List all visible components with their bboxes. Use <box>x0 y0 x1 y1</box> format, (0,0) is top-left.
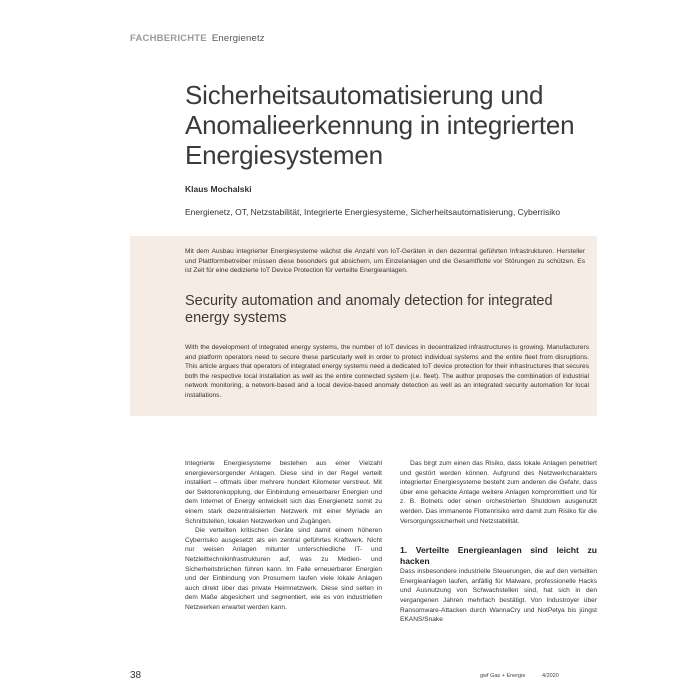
keywords: Energienetz, OT, Netzstabilität, Integrierte Energiesysteme, Sicherheitsautomatisierung, Cyberrisiko <box>185 207 561 217</box>
article-title: Sicherheitsautomatisierung und Anomalieerkennung in integrierten Energiesystemen <box>185 80 575 170</box>
page-number: 38 <box>130 670 142 681</box>
running-header <box>130 33 265 44</box>
body-paragraph: Das birgt zum einen das Risiko, dass lokale Anlagen penetriert und gestört werden können. Aufgrund des Netzwerkcharakters integrierter Energiesysteme besteht zum anderen die Gefahr, dass über eine gehackte Anlage weitere Anlagen kompromittiert und für z. B. Botnets oder einen orchestrierten Shutdown ausgenutzt werden. Das immanente Flottenrisiko wird damit zum Risiko für die Versorgungssicherheit und Netzstabilität. <box>400 460 597 525</box>
subsection-label: Energienetz <box>211 33 265 44</box>
english-title: Security automation and anomaly detection for integrated energy systems <box>185 293 553 326</box>
body-column-right <box>400 459 597 625</box>
body-paragraph: Integrierte Energiesysteme bestehen aus einer Vielzahl energieversorgender Anlagen. Diese sind in der Regel verteilt installiert – oftmals über mehrere hundert Kilometer verstreut. Mit der Sektorenkopplung, der Einbindung erneuerbarer Energien und dem Internet of Energy entwickelt sich das Energienetz somit zu einem stark dezentralisierten Netzwerk mit einer Myriade an Schnittstellen, lokalen Netzwerken und Zugängen. <box>185 460 382 525</box>
author-name: Klaus Mochalski <box>185 184 252 194</box>
body-paragraph: Dass insbesondere industrielle Steuerungen, die auf den verteilten Energieanlagen laufen, anfällig für Malware, professionelle Hacks und Ausnutzung von Schwachstellen sind, hat sich in den vergangenen Jahren mehrfach bestätigt. Von Industroyer über Ransomware-Attacken durch WannaCry und NotPetya bis jüngst EKANS/Snake <box>400 568 597 624</box>
abstract-english: With the development of integrated energy systems, the number of IoT devices in decentralized infrastructures is growing. Manufacturers and platform operators need to secure these particularly well in order to protect individual systems and the entire fleet from disruptions. This article argues that operators of integrated energy systems need a dedicated IoT device protection for their infrastructures that secures both the respective local installation as well as the entire connected system (i.e. fleet). The author proposes the combination of industrial network monitoring, a network-based and a local device-based anomaly detection as well as an integrated security automation for local installations. <box>185 344 589 399</box>
section-heading: 1. Verteilte Energieanlagen sind leicht zu hacken <box>400 545 597 567</box>
abstract-german: Mit dem Ausbau integrierter Energiesysteme wächst die Anzahl von IoT-Geräten in den dezentral geführten Infrastrukturen. Hersteller und Plattformbetreiber müssen diese besonders gut absichern, um Einzelanlagen und die Gesamtflotte vor Störungen zu schützen. Es ist Zeit für eine dedizierte IoT Device Protection für verteilte Energieanlagen. <box>185 248 585 275</box>
issue-number: 4/2020 <box>542 673 559 679</box>
journal-name: gwf Gas + Energie <box>480 673 526 679</box>
body-column-left <box>185 459 382 613</box>
body-paragraph: Die verteilten kritischen Geräte sind damit einem höheren Cyberrisiko ausgesetzt als ein zentral geführtes Kraftwerk. Nicht nur weisen Anlagen mitunter unterschiedliche IT- und Netzleittechnikinfrastrukturen auf, was zu Medien- und Sicherheitsbrüchen führen kann. Im Falle erneuerbarer Energien und der Einbindung von Prosumern laufen viele lokale Anlagen auch direkt über das private Heimnetzwerk. Diese sind selten in dem Maße abgesichert und segmentiert, wie es von industriellen Netzwerken erwartet werden kann. <box>185 527 382 611</box>
section-label: FACHBERICHTE <box>130 33 207 44</box>
